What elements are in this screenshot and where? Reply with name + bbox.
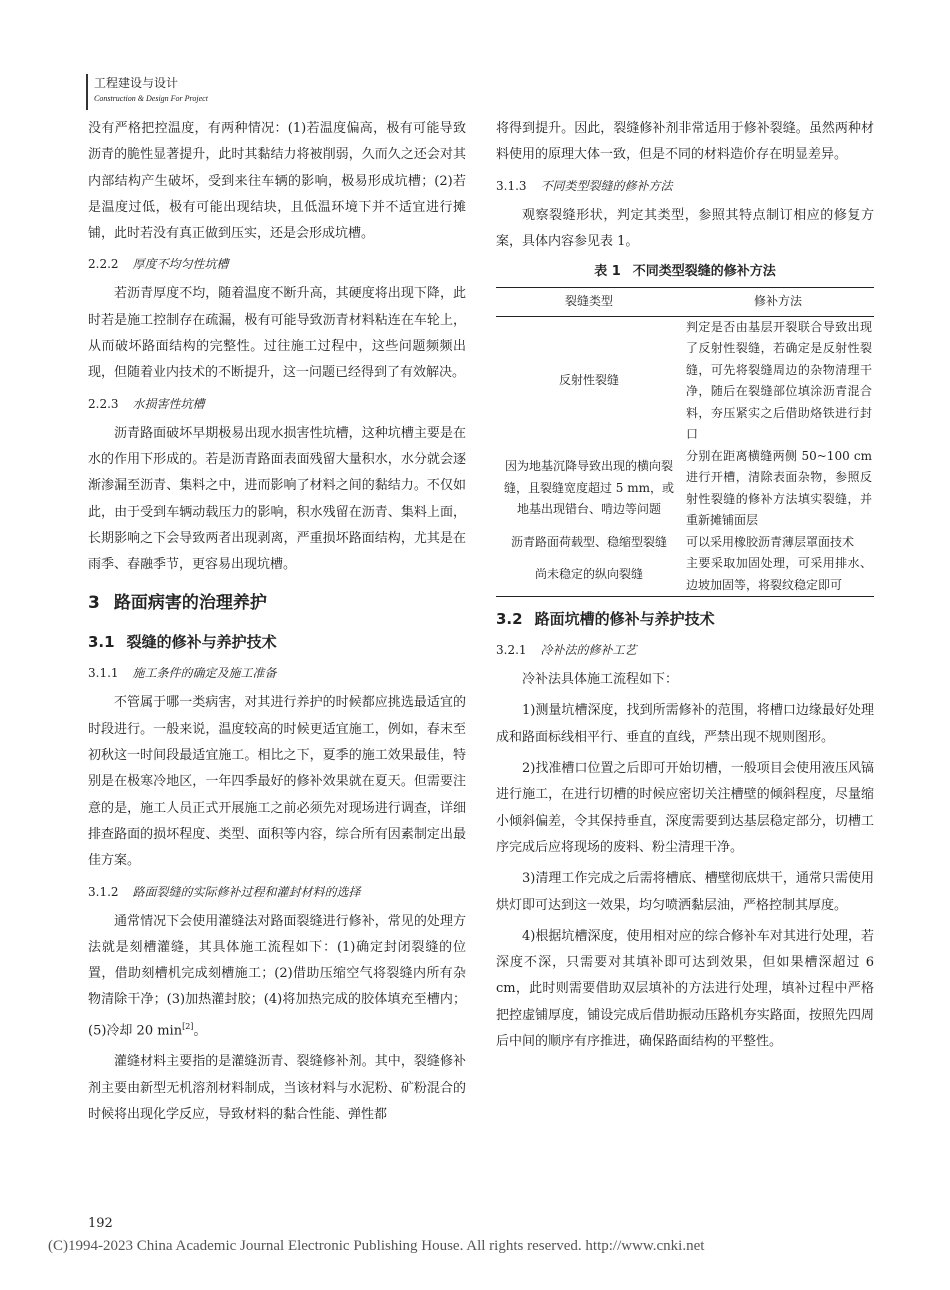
paragraph: 2)找准槽口位置之后即可开始切槽，一般项目会使用液压风镐进行施工，在进行切槽的时候应密切关注槽壁的倾斜程度，尽量缩小倾斜偏差，令其保持垂直，深度需要到达基层稳定部分，切槽工序完成后应将现场的废料、粉尘清理干净。 bbox=[496, 761, 874, 855]
paragraph: 3)清理工作完成之后需将槽底、槽壁彻底烘干，通常只需使用烘灯即可达到这一效果，均匀喷洒黏层油，严格控制其厚度。 bbox=[496, 871, 874, 913]
paragraph: 1)测量坑槽深度，找到所需修补的范围，将槽口边缘最好处理成和路面标线相平行、垂直的直线，严禁出现不规则图形。 bbox=[496, 703, 874, 745]
table-cell: 因为地基沉降导致出现的横向裂缝，且裂缝宽度超过 5 mm，或地基出现错台、啃边等问题 bbox=[503, 459, 675, 517]
table-header: 修补方法 bbox=[682, 288, 874, 317]
paragraph: 冷补法具体施工流程如下： bbox=[522, 672, 679, 688]
section-heading-3-1: 3.1 裂缝的修补与养护技术 bbox=[88, 633, 277, 652]
table-cell: 可以采用橡胶沥青薄层罩面技术 bbox=[686, 534, 855, 549]
table-cell: 尚未稳定的纵向裂缝 bbox=[496, 553, 682, 597]
subheading-3-1-3: 3.1.3 不同类型裂缝的修补方法 bbox=[496, 178, 673, 193]
subheading-3-1-1: 3.1.1 施工条件的确定及施工准备 bbox=[88, 666, 277, 681]
paragraph: 将得到提升。因此，裂缝修补剂非常适用于修补裂缝。虽然两种材料使用的原理大体一致，但是不同的材料造价存在明显差异。 bbox=[496, 121, 874, 163]
paragraph: 沥青路面破坏早期极易出现水损害性坑槽，这种坑槽主要是在水的作用下形成的。若是沥青路面表面残留大量积水，水分就会逐渐渗漏至沥青、集料之中，进而影响了材料之间的黏结力。不仅如此，由于受到车辆动载压力的影响，积水残留在沥青、集料上面，长期影响之下会导致两者出现剥离，严重损坏路面结构，尤其是在雨季、春融季节，更容易出现坑槽。 bbox=[88, 425, 466, 573]
table-cell: 分别在距离横缝两侧 50~100 cm 进行开槽，清除表面杂物，参照反射性裂缝的修补方法填实裂缝，并重新摊铺面层 bbox=[686, 448, 872, 528]
table-header: 裂缝类型 bbox=[496, 288, 682, 317]
table-row bbox=[496, 316, 874, 446]
left-column bbox=[88, 116, 466, 1133]
section-heading-3: 3 路面病害的治理养护 bbox=[88, 593, 267, 614]
paragraph: 通常情况下会使用灌缝法对路面裂缝进行修补，常见的处理方法就是刻槽灌缝，其具体施工流程如下：(1)确定封闭裂缝的位置，借助刻槽机完成刻槽施工；(2)借助压缩空气将裂缝内所有杂物清除干净；(3)加热灌封胶；(4)将加热完成的胶体填充至槽内；(5)冷却 20 min[2]。 bbox=[88, 913, 466, 1039]
header-rule bbox=[86, 74, 88, 110]
repair-methods-table bbox=[496, 287, 874, 597]
paragraph: 若沥青厚度不均，随着温度不断升高，其硬度将出现下降，此时若是施工控制存在疏漏，极有可能导致沥青材料粘连在车轮上，从而破坏路面结构的完整性。过往施工过程中，这些问题频频出现，但随着业内技术的不断提升，这一问题已经得到了有效解决。 bbox=[88, 286, 466, 381]
subheading-2-2-2: 2.2.2 厚度不均匀性坑槽 bbox=[88, 257, 229, 272]
subheading-2-2-3: 2.2.3 水损害性坑槽 bbox=[88, 396, 205, 411]
subheading-3-2-1: 3.2.1 冷补法的修补工艺 bbox=[496, 643, 637, 658]
table-cell: 主要采取加固处理，可采用排水、边坡加固等，将裂纹稳定即可 bbox=[682, 553, 874, 597]
table-caption: 表 1 不同类型裂缝的修补方法 bbox=[594, 264, 776, 280]
paragraph: 没有严格把控温度，有两种情况：(1)若温度偏高，极有可能导致沥青的脆性显著提升，此时其黏结力将被削弱，久而久之还会对其内部结构产生破坏，受到来往车辆的影响，极易形成坑槽；(2)若是温度过低，极有可能出现结块，且低温环境下并不适宜进行摊铺，此时若没有真正做到压实，还是会形成坑槽。 bbox=[88, 121, 466, 242]
journal-subtitle: Construction & Design For Project bbox=[94, 94, 208, 103]
table-cell: 反射性裂缝 bbox=[558, 373, 619, 388]
right-column bbox=[496, 116, 874, 1060]
paragraph: 观察裂缝形状，判定其类型，参照其特点制订相应的修复方案，具体内容参见表 1。 bbox=[496, 207, 874, 249]
table-row bbox=[496, 532, 874, 554]
paragraph: 灌缝材料主要指的是灌缝沥青、裂缝修补剂。其中，裂缝修补剂主要由新型无机溶剂材料制成，当该材料与水泥粉、矿粉混合的时候将出现化学反应，导致材料的黏合性能、弹性都 bbox=[88, 1054, 466, 1122]
journal-title: 工程建设与设计 bbox=[94, 76, 179, 90]
section-heading-3-2: 3.2 路面坑槽的修补与养护技术 bbox=[496, 610, 715, 629]
page-number: 192 bbox=[88, 1216, 113, 1231]
table-cell: 判定是否由基层开裂联合导致出现了反射性裂缝，若确定是反射性裂缝，可先将裂缝周边的杂物清理干净，随后在裂缝部位填涂沥青混合料，夯压紧实之后借助烙铁进行封口 bbox=[686, 319, 872, 442]
table-cell: 沥青路面荷载型、稳缩型裂缝 bbox=[510, 534, 667, 549]
citation-ref[interactable]: [2] bbox=[182, 1021, 194, 1031]
copyright-notice: (C)1994-2023 China Academic Journal Electronic Publishing House. All rights reserved. http://www.cnki.net bbox=[48, 1238, 705, 1254]
subheading-3-1-2: 3.1.2 路面裂缝的实际修补过程和灌封材料的选择 bbox=[88, 884, 361, 899]
paragraph: 不管属于哪一类病害，对其进行养护的时候都应挑选最适宜的时段进行。一般来说，温度较高的时候更适宜施工，例如，春末至初秋这一时间段最适宜施工。相比之下，夏季的施工效果最佳，特别是在极寒冷地区，一年四季最好的修补效果就在夏天。但需要注意的是，施工人员正式开展施工之前必须先对现场进行调查，详细排查路面的损坏程度、类型、面积等内容，综合所有因素制定出最佳方案。 bbox=[88, 695, 466, 869]
table-row bbox=[496, 446, 874, 532]
paragraph: 4)根据坑槽深度，使用相对应的综合修补车对其进行处理，若深度不深，只需要对其填补即可达到效果，但如果槽深超过 6 cm，此时则需要借助双层填补的方法进行处理，填补过程中严格把控虚铺厚度，铺设完成后借助振动压路机夯实路面，按照先四周后中间的顺序有序推进，确保路面结构的平整性。 bbox=[496, 928, 874, 1050]
table-row bbox=[496, 553, 874, 597]
